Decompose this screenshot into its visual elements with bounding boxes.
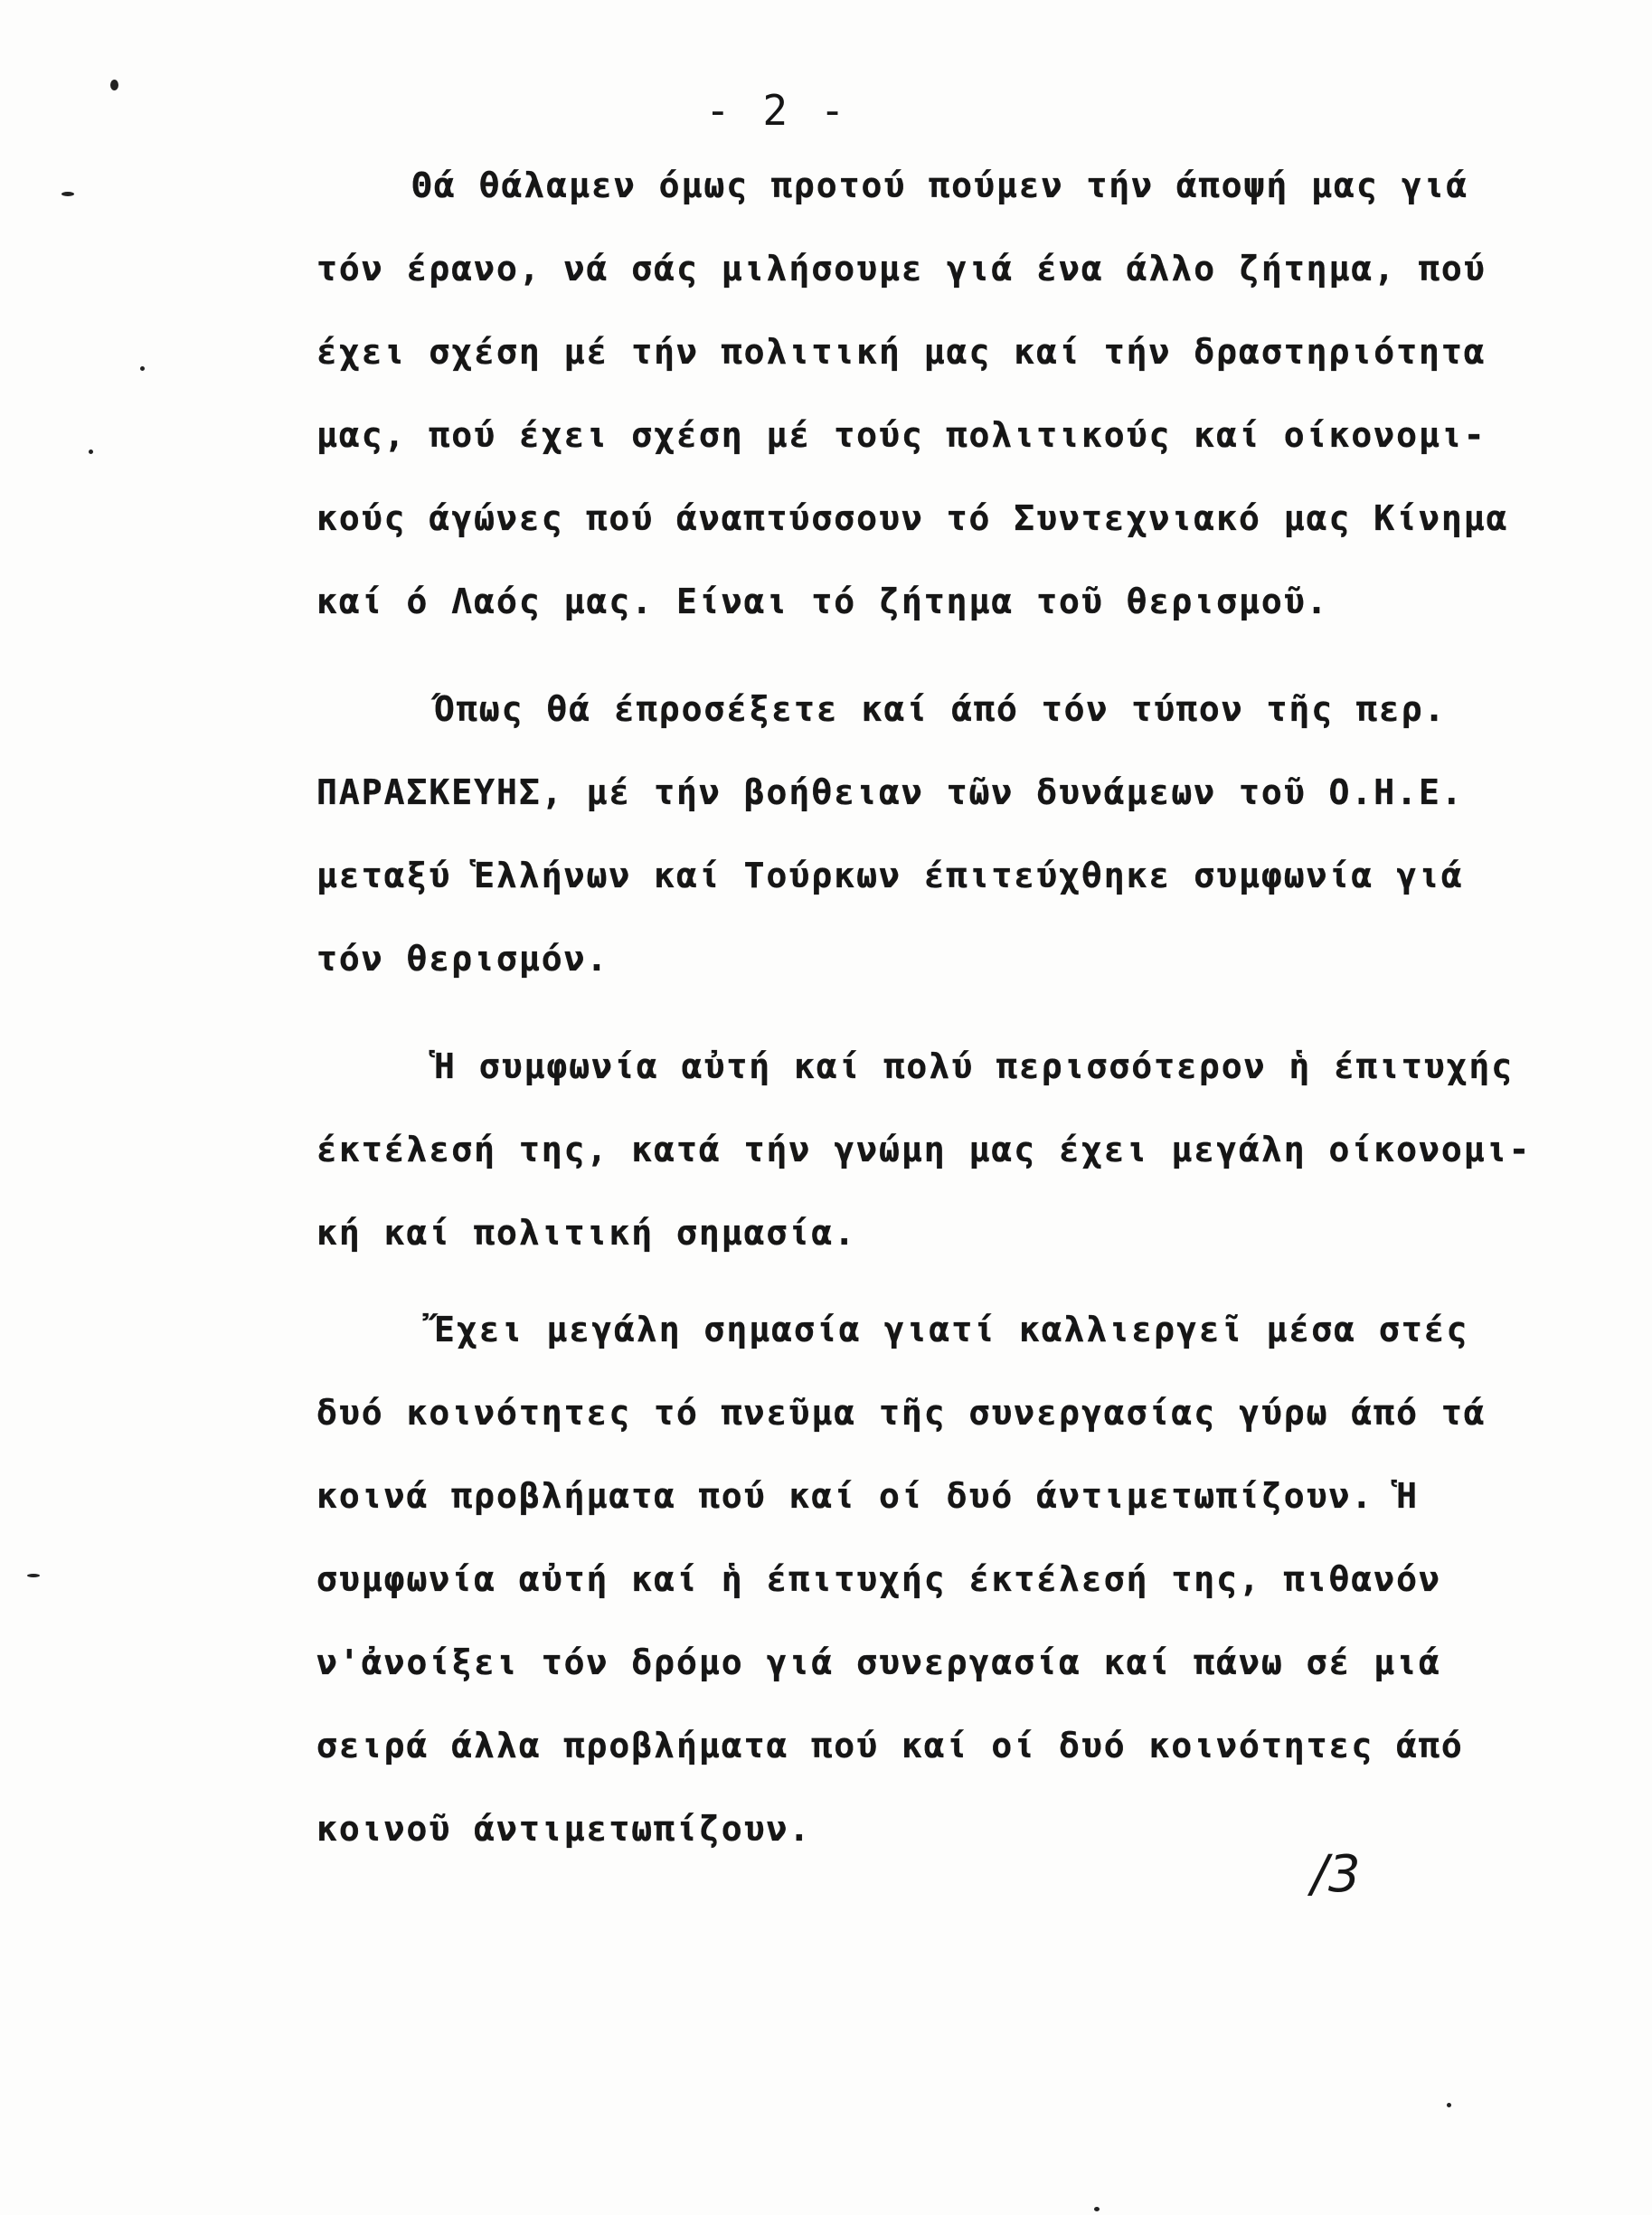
text-line: μεταξύ Ἑλλήνων καί Τούρκων έπιτεύχθηκε συμφωνία γιά [316,856,1464,895]
text-line: κοινά προβλήματα πού καί οί δυό άντιμετωπίζουν. Ἡ [316,1476,1420,1516]
scan-speck [110,80,118,90]
text-line: κή καί πολιτική σημασία. [316,1213,857,1253]
text-line: μας, πού έχει σχέση μέ τούς πολιτικούς καί οίκονομι- [316,415,1487,455]
text-line: ΠΑΡΑΣΚΕΥΗΣ, μέ τήν βοήθειαν τῶν δυνάμεων τοῦ Ο.Η.Ε. [316,772,1464,812]
text-line: τόν θερισμόν. [316,939,609,979]
text-line: σειρά άλλα προβλήματα πού καί οί δυό κοινότητες άπό [316,1726,1464,1765]
text-line: κούς άγώνες πού άναπτύσσουν τό Συντεχνιακό μας Κίνημα [316,498,1509,538]
text-line: έκτέλεσή της, κατά τήν γνώμη μας έχει μεγάλη οίκονομι- [316,1130,1532,1169]
page-number: - 2 - [705,86,849,135]
text-line: τόν έρανο, νά σάς μιλήσουμε γιά ένα άλλο ζήτημα, πού [316,249,1487,289]
text-line: καί ό Λαός μας. Είναι τό ζήτημα τοῦ θερισμοῦ. [316,582,1329,621]
scan-speck [89,450,93,454]
continuation-mark: /3 [1311,1845,1361,1904]
scan-speck [1447,2103,1451,2107]
text-line: Ἔχει μεγάλη σημασία γιατί καλλιεργεῖ μέσα στές [434,1310,1469,1349]
scan-speck [140,366,145,371]
scan-speck [61,192,74,196]
text-line: δυό κοινότητες τό πνεῦμα τῆς συνεργασίας γύρω άπό τά [316,1393,1487,1433]
text-line: έχει σχέση μέ τήν πολιτική μας καί τήν δραστηριότητα [316,332,1487,372]
scan-speck [1094,2207,1100,2211]
scan-speck [27,1574,40,1577]
text-line: Θά θάλαμεν όμως προτού πούμεν τήν άποψή μας γιά [411,166,1469,205]
text-line: Ἡ συμφωνία αὐτή καί πολύ περισσότερον ἡ έπιτυχής [434,1046,1515,1086]
text-line: συμφωνία αὐτή καί ἡ έπιτυχής έκτέλεσή της, πιθανόν [316,1559,1441,1599]
text-line: ν'ἀνοίξει τόν δρόμο γιά συνεργασία καί πάνω σέ μιά [316,1642,1441,1682]
text-line: κοινοῦ άντιμετωπίζουν. [316,1809,812,1849]
text-line: Όπως θά έπροσέξετε καί άπό τόν τύπον τῆς περ. [434,689,1447,729]
